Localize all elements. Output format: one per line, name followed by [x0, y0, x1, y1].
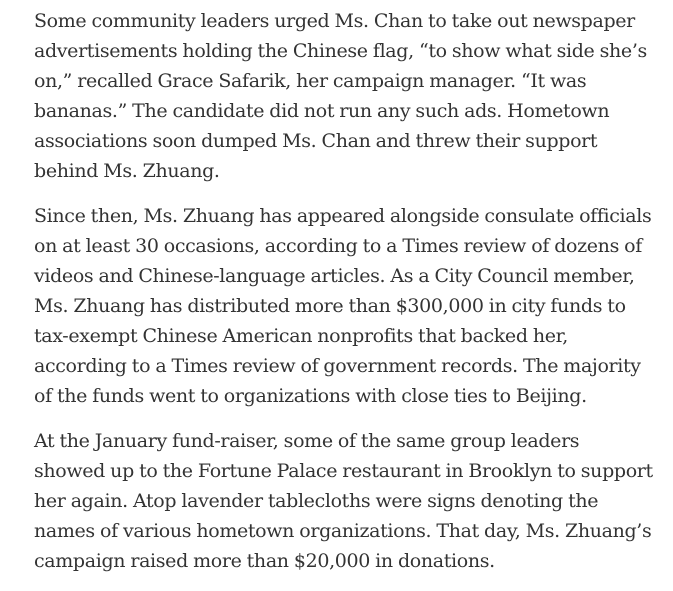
article-paragraph: Some community leaders urged Ms. Chan to take out newspaper advertisements holding the Chinese flag, “to show what side she’s on,” recalled Grace Safarik, her campaign manager. “It was bananas.” The candidate did not run any such ads. Hometown associations soon dumped Ms. Chan and threw their support behind Ms. Zhuang. [34, 10, 647, 182]
article-body [34, 6, 654, 591]
article-paragraph: Since then, Ms. Zhuang has appeared alongside consulate officials on at least 30 occasions, according to a Times review of dozens of videos and Chinese-language articles. As a City Council member, Ms. Zhuang has distributed more than $300,000 in city funds to tax-exempt Chinese American nonprofits that backed her, according to a Times review of government records. The majority of the funds went to organizations with close ties to Beijing. [34, 205, 652, 407]
article-paragraph: At the January fund-raiser, some of the same group leaders showed up to the Fortune Palace restaurant in Brooklyn to support her again. Atop lavender tablecloths were signs denoting the names of various hometown organizations. That day, Ms. Zhuang’s campaign raised more than $20,000 in donations. [34, 430, 653, 572]
